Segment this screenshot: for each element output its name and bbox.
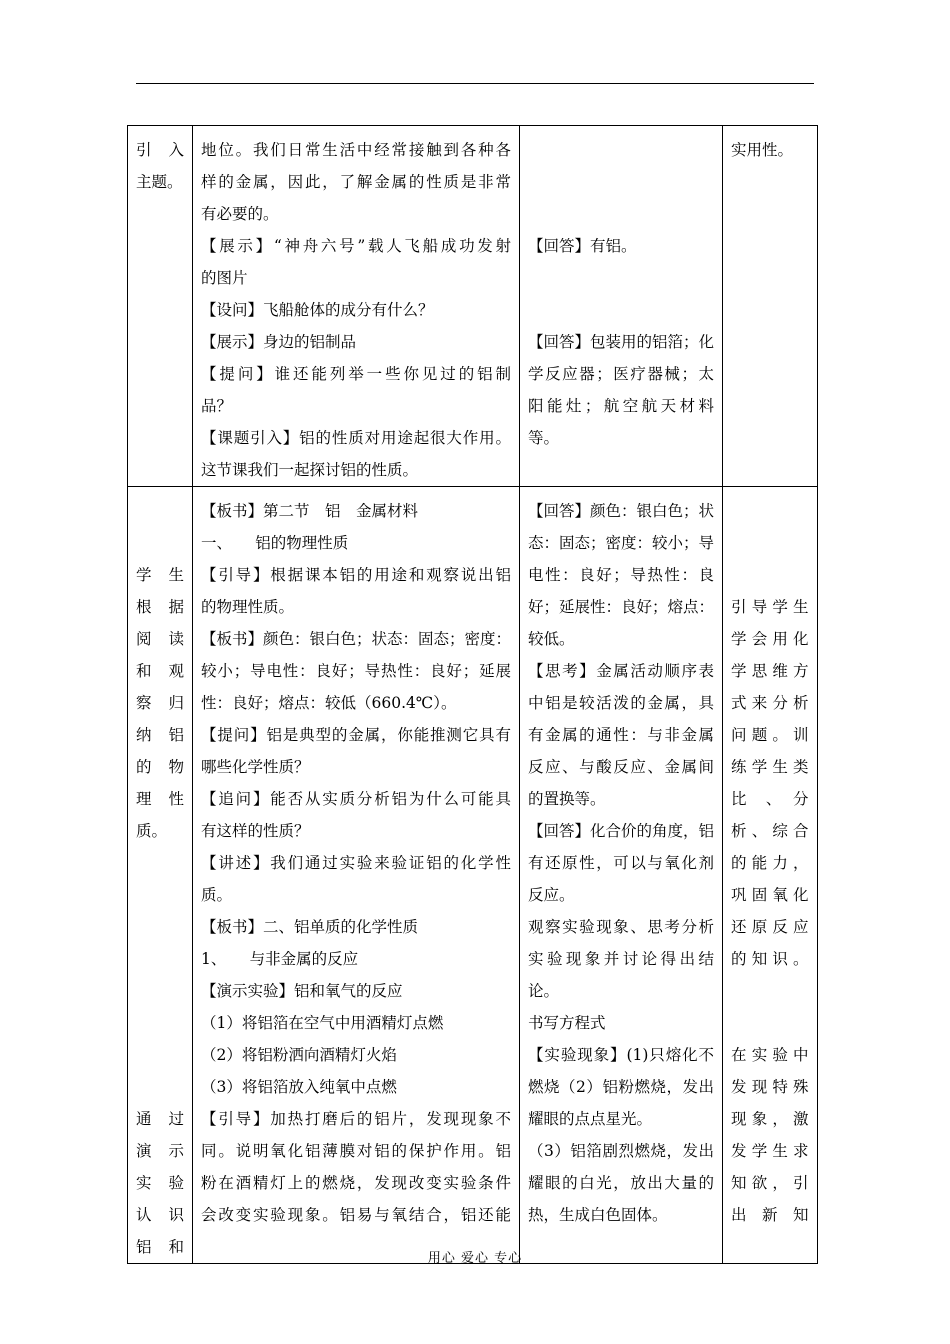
text-line: 有这样的性质？ (201, 822, 310, 840)
text-line: 有还原性，可以与氧化剂 (528, 854, 715, 872)
text-line: 【板书】颜色：银白色；状态：固态；密度： (201, 630, 512, 648)
text-line: 这节课我们一起探讨铝的性质。 (201, 461, 419, 479)
student-activity-cell (520, 126, 723, 487)
text-line: 样的金属，因此，了解金属的性质是非常 (201, 173, 512, 191)
stage-cell (128, 126, 193, 487)
text-line: 【提问】铝是典型的金属，你能推测它具有 (201, 726, 512, 744)
text-line: 1、 与非金属的反应 (201, 950, 359, 968)
text-line: 在实验中 (731, 1046, 809, 1064)
text-line: 【回答】有铝。 (528, 237, 637, 255)
stage-text: 和 观 (136, 662, 184, 680)
text-line: 地位。我们日常生活中经常接触到各种各 (201, 141, 512, 159)
text-line: 【课题引入】铝的性质对用途起很大作用。 (201, 429, 512, 447)
stage-text: 引 入 (136, 141, 184, 159)
text-line: 析、综合 (731, 822, 809, 840)
text-line: 耀眼的点点星光。 (528, 1110, 653, 1128)
text-line: 品？ (201, 397, 233, 415)
stage-text: 阅 读 (136, 630, 184, 648)
text-line: 有必要的。 (201, 205, 279, 223)
text-line: 【展示】身边的铝制品 (201, 333, 357, 351)
teacher-activity-cell (193, 487, 520, 1264)
text-line: 【引导】加热打磨后的铝片，发现现象不 (201, 1110, 512, 1128)
text-line: 好；延展性：良好；熔点： (528, 598, 715, 616)
intent-cell (723, 487, 818, 1264)
stage-text: 察 归 (136, 694, 184, 712)
text-line: 【实验现象】(1)只熔化不 (528, 1046, 715, 1064)
text-line: 实用性。 (731, 141, 794, 159)
text-line: 耀眼的白光，放出大量的 (528, 1174, 715, 1192)
text-line: 论。 (528, 982, 560, 1000)
text-line: 【板书】二、铝单质的化学性质 (201, 918, 419, 936)
text-line: 学会用化 (731, 630, 809, 648)
teacher-activity-cell (193, 126, 520, 487)
stage-text: 学 生 (136, 566, 184, 584)
text-line: 质。 (201, 886, 233, 904)
text-line: 的物理性质。 (201, 598, 295, 616)
text-line: 发现特殊 (731, 1078, 809, 1096)
text-line: 一、 铝的物理性质 (201, 534, 349, 552)
intent-cell (723, 126, 818, 487)
text-line: 【引导】根据课本铝的用途和观察说出铝 (201, 566, 512, 584)
text-line: 【板书】第二节 铝 金属材料 (201, 502, 419, 520)
text-line: 态：固态；密度：较小；导 (528, 534, 715, 552)
text-line: 热，生成白色固体。 (528, 1206, 668, 1224)
lesson-plan-table (127, 125, 818, 1264)
text-line: 式来分析 (731, 694, 809, 712)
stage-text: 认 识 (136, 1206, 184, 1224)
text-line: 比 、 分 (731, 790, 809, 808)
text-line: 学反应器；医疗器械；太 (528, 365, 715, 383)
stage-cell (128, 487, 193, 1264)
header-rule (136, 83, 814, 84)
text-line: 电性：良好；导热性：良 (528, 566, 715, 584)
text-line: 实验现象并讨论得出结 (528, 950, 715, 968)
text-line: 的置换等。 (528, 790, 606, 808)
text-line: 引导学生 (731, 598, 809, 616)
text-line: 哪些化学性质？ (201, 758, 310, 776)
text-line: 较小；导电性：良好；导热性：良好；延展 (201, 662, 512, 680)
text-line: 会改变实验现象。铝易与氧结合，铝还能 (201, 1206, 512, 1224)
text-line: 还原反应 (731, 918, 809, 936)
text-line: 【展示】“神舟六号”载人飞船成功发射 (201, 237, 512, 255)
stage-text: 的 物 (136, 758, 184, 776)
student-activity-cell (520, 487, 723, 1264)
text-line: 【回答】化合价的角度，铝 (528, 822, 715, 840)
text-line: 【讲述】我们通过实验来验证铝的化学性 (201, 854, 512, 872)
text-line: 中铝是较活泼的金属，具 (528, 694, 715, 712)
stage-text: 铝 和 (136, 1238, 184, 1256)
text-line: 较低。 (528, 630, 575, 648)
text-line: 阳能灶；航空航天材料 (528, 397, 715, 415)
text-line: 巩固氧化 (731, 886, 809, 904)
text-line: 【演示实验】铝和氧气的反应 (201, 982, 403, 1000)
table-row (128, 126, 818, 487)
text-line: 【设问】飞船舱体的成分有什么？ (201, 301, 434, 319)
table-row (128, 487, 818, 1264)
stage-text: 纳 铝 (136, 726, 184, 744)
text-line: 的能力， (731, 854, 809, 872)
stage-text: 通 过 (136, 1110, 184, 1128)
text-line: 反应、与酸反应、金属间 (528, 758, 715, 776)
text-line: 【回答】颜色：银白色；状 (528, 502, 715, 520)
text-line: 等。 (528, 429, 560, 447)
text-line: 同。说明氧化铝薄膜对铝的保护作用。铝 (201, 1142, 512, 1160)
stage-text: 主题。 (136, 173, 183, 191)
stage-text: 演 示 (136, 1142, 184, 1160)
text-line: （3）铝箔剧烈燃烧，发出 (528, 1142, 715, 1160)
text-line: 【思考】金属活动顺序表 (528, 662, 715, 680)
text-line: 有金属的通性：与非金属 (528, 726, 715, 744)
text-line: （1）将铝箔在空气中用酒精灯点燃 (201, 1014, 444, 1032)
stage-text: 理 性 (136, 790, 184, 808)
page-footer: 用心 爱心 专心 (427, 1251, 523, 1266)
text-line: 的图片 (201, 269, 248, 287)
text-line: 粉在酒精灯上的燃烧，发现改变实验条件 (201, 1174, 512, 1192)
text-line: 【追问】能否从实质分析铝为什么可能具 (201, 790, 512, 808)
text-line: 性：良好；熔点：较低（660.4℃）。 (201, 694, 457, 712)
text-line: 书写方程式 (528, 1014, 606, 1032)
text-line: （3）将铝箔放入纯氧中点燃 (201, 1078, 397, 1096)
text-line: 反应。 (528, 886, 575, 904)
text-line: 的知识。 (731, 950, 809, 968)
text-line: 燃烧（2）铝粉燃烧，发出 (528, 1078, 715, 1096)
text-line: 学思维方 (731, 662, 809, 680)
text-line: 【提问】谁还能列举一些你见过的铝制 (201, 365, 512, 383)
text-line: 发学生求 (731, 1142, 809, 1160)
stage-text: 实 验 (136, 1174, 184, 1192)
text-line: 观察实验现象、思考分析 (528, 918, 715, 936)
text-line: 知欲，引 (731, 1174, 809, 1192)
text-line: （2）将铝粉洒向酒精灯火焰 (201, 1046, 397, 1064)
text-line: 问题。训 (731, 726, 809, 744)
text-line: 出 新 知 (731, 1206, 809, 1224)
text-line: 【回答】包装用的铝箔；化 (528, 333, 715, 351)
text-line: 现象，激 (731, 1110, 809, 1128)
stage-text: 质。 (136, 822, 168, 840)
text-line: 练学生类 (731, 758, 809, 776)
stage-text: 根 据 (136, 598, 184, 616)
